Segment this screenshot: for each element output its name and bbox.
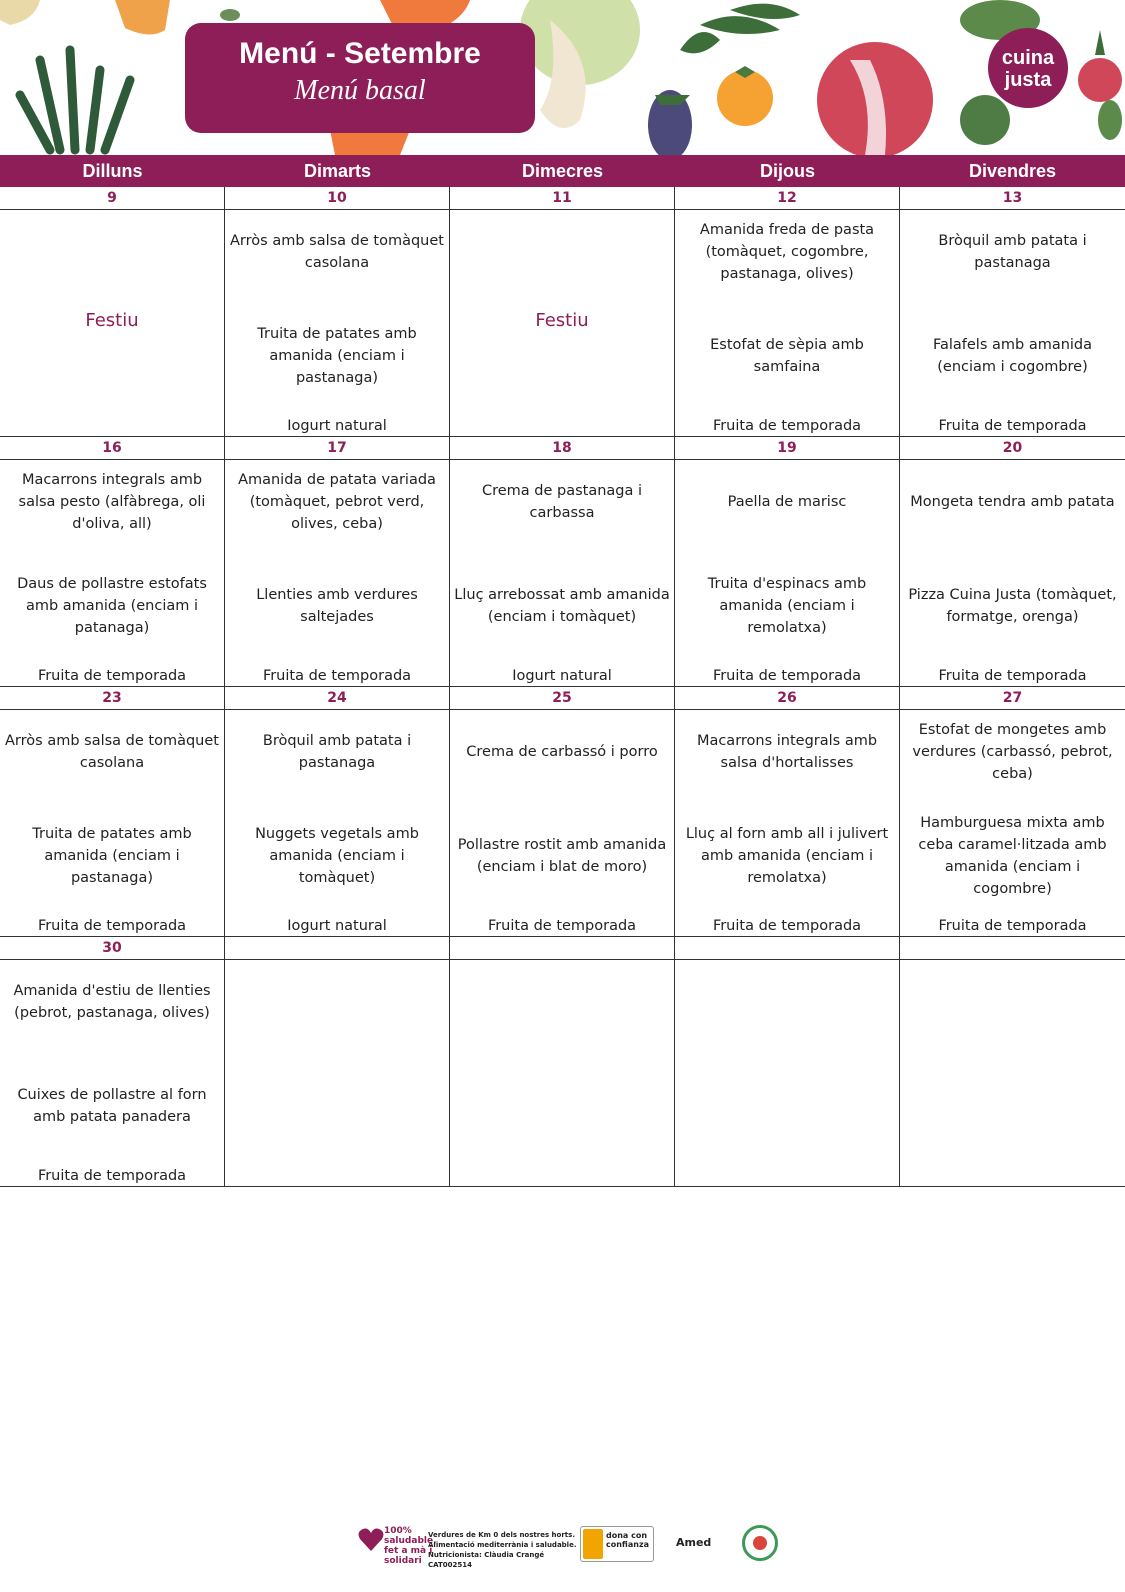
dessert: Fruita de temporada xyxy=(712,668,862,684)
weekday-header xyxy=(0,155,1125,189)
weekday-friday: Divendres xyxy=(968,161,1057,181)
logo-line-2: justa xyxy=(1004,69,1052,91)
page-title: Menú - Setembre xyxy=(239,37,481,70)
weekday-wednesday: Dimecres xyxy=(521,161,604,181)
first-course: Mongeta tendra amb patata xyxy=(910,494,1115,510)
first-course: Estofat de mongetes amb verdures (carbassó, pebrot, ceba) xyxy=(912,722,1113,782)
second-course: Llenties amb verdures saltejades xyxy=(256,587,418,625)
menu-cell xyxy=(450,710,675,936)
menu-cell xyxy=(900,460,1125,686)
date-number: 17 xyxy=(225,437,450,459)
second-course: Estofat de sèpia amb samfaina xyxy=(710,337,864,375)
weekday-monday: Dilluns xyxy=(82,161,143,181)
week-row xyxy=(0,437,1125,687)
menu-row xyxy=(0,460,1125,687)
menu-cell xyxy=(900,960,1125,1186)
ong-confianza-logo xyxy=(580,1526,654,1562)
menu-cell xyxy=(225,710,450,936)
menu-cell xyxy=(0,460,225,686)
certification-seal-icon xyxy=(742,1525,778,1561)
footer-line-3: Nutricionista: Clàudia Crangé CAT002514 xyxy=(428,1551,545,1569)
date-number: 27 xyxy=(1002,690,1023,706)
first-course: Amanida d'estiu de llenties (pebrot, pastanaga, olives) xyxy=(13,983,211,1021)
second-course: Daus de pollastre estofats amb amanida (enciam i patanaga) xyxy=(17,576,207,636)
first-course: Bròquil amb patata i pastanaga xyxy=(938,233,1087,271)
dessert: Fruita de temporada xyxy=(712,918,862,934)
date-number: 16 xyxy=(0,437,225,459)
holiday-label: Festiu xyxy=(535,310,589,331)
dessert: Fruita de temporada xyxy=(37,668,187,684)
second-course: Pizza Cuina Justa (tomàquet, formatge, orenga) xyxy=(908,587,1117,625)
date-number xyxy=(450,937,675,959)
amed-logo: Amed xyxy=(676,1536,712,1549)
menu-cell xyxy=(900,710,1125,936)
menu-cell xyxy=(450,960,675,1186)
dessert: Iogurt natural xyxy=(287,418,387,434)
date-number: 13 xyxy=(1002,190,1023,206)
week-row xyxy=(0,687,1125,937)
date-number: 19 xyxy=(675,437,900,459)
menu-cell xyxy=(675,460,900,686)
date-number: 25 xyxy=(450,687,675,709)
logo-line-1: cuina xyxy=(1001,47,1055,69)
first-course: Macarrons integrals amb salsa pesto (alfàbrega, oli d'oliva, all) xyxy=(18,472,206,532)
second-course: Truita de patates amb amanida (enciam i pastanaga) xyxy=(32,826,192,886)
date-number: 26 xyxy=(675,687,900,709)
date-number: 24 xyxy=(225,687,450,709)
second-course: Falafels amb amanida (enciam i cogombre) xyxy=(932,337,1093,375)
menu-cell xyxy=(225,210,450,436)
menu-row xyxy=(0,960,1125,1187)
title-box xyxy=(185,23,535,133)
date-number: 23 xyxy=(0,687,225,709)
dessert: Fruita de temporada xyxy=(938,918,1087,934)
week-row xyxy=(0,937,1125,1187)
second-course: Truita d'espinacs amb amanida (enciam i remolatxa) xyxy=(707,576,867,636)
dessert: Fruita de temporada xyxy=(487,918,637,934)
ong-line-1: dona con xyxy=(606,1531,648,1540)
second-course: Pollastre rostit amb amanida (enciam i blat de moro) xyxy=(457,837,667,875)
healthy-badge: 100% saludable, fet a mà i solidari xyxy=(384,1526,437,1566)
date-number: 20 xyxy=(1002,440,1023,456)
date-row xyxy=(0,937,1125,960)
dessert: Fruita de temporada xyxy=(938,668,1087,684)
dessert: Iogurt natural xyxy=(512,668,612,684)
first-course: Crema de pastanaga i carbassa xyxy=(481,483,643,521)
second-course: Lluç arrebossat amb amanida (enciam i tomàquet) xyxy=(454,587,670,625)
first-course: Crema de carbassó i porro xyxy=(466,744,658,760)
menu-cell xyxy=(0,710,225,936)
heart-icon xyxy=(358,1528,384,1552)
date-number: 11 xyxy=(450,187,675,209)
weekday-thursday: Dijous xyxy=(759,161,815,181)
date-number: 10 xyxy=(225,187,450,209)
first-course: Amanida de patata variada (tomàquet, pebrot verd, olives, ceba) xyxy=(238,472,436,532)
date-number: 9 xyxy=(0,187,225,209)
dessert: Fruita de temporada xyxy=(37,918,187,934)
ong-line-2: confianza xyxy=(606,1540,650,1549)
footer-line-1: Verdures de Km 0 dels nostres horts. xyxy=(428,1531,575,1539)
first-course: Macarrons integrals amb salsa d'hortalisses xyxy=(696,733,878,771)
holiday-label: Festiu xyxy=(85,310,139,331)
dessert: Fruita de temporada xyxy=(262,668,412,684)
second-course: Lluç al forn amb all i julivert amb amanida (enciam i remolatxa) xyxy=(685,826,889,886)
date-number xyxy=(675,937,900,959)
menu-cell xyxy=(900,210,1125,436)
page-subtitle: Menú basal xyxy=(294,75,426,106)
first-course: Bròquil amb patata i pastanaga xyxy=(262,733,412,771)
cuina-justa-logo xyxy=(988,28,1068,108)
second-course: Nuggets vegetals amb amanida (enciam i tomàquet) xyxy=(255,826,419,886)
menu-cell xyxy=(0,210,225,436)
dessert: Iogurt natural xyxy=(287,918,387,934)
menu-cell xyxy=(0,960,225,1186)
date-number xyxy=(225,937,450,959)
date-number: 12 xyxy=(675,187,900,209)
date-number: 18 xyxy=(450,437,675,459)
second-course: Hamburguesa mixta amb ceba caramel·litzada amb amanida (enciam i cogombre) xyxy=(918,815,1107,897)
menu-cell xyxy=(450,210,675,436)
menu-cell xyxy=(450,460,675,686)
footer-line-2: Alimentació mediterrània i saludable. xyxy=(428,1541,577,1549)
menu-cell xyxy=(225,960,450,1186)
date-number: 30 xyxy=(0,937,225,959)
vegetable-illustration xyxy=(0,0,1125,155)
footer-description xyxy=(428,1530,578,1570)
second-course: Truita de patates amb amanida (enciam i pastanaga) xyxy=(257,326,417,386)
week-row xyxy=(0,187,1125,437)
date-row xyxy=(0,437,1125,460)
menu-row xyxy=(0,210,1125,437)
menu-row xyxy=(0,710,1125,937)
footer-logos xyxy=(350,1520,800,1570)
header-banner xyxy=(0,0,1125,155)
second-course: Cuixes de pollastre al forn amb patata panadera xyxy=(17,1087,207,1125)
menu-cell xyxy=(675,710,900,936)
dessert: Fruita de temporada xyxy=(938,418,1087,434)
date-number xyxy=(900,937,1125,959)
menu-cell xyxy=(675,210,900,436)
weekday-tuesday: Dimarts xyxy=(303,161,372,181)
first-course: Amanida freda de pasta (tomàquet, cogombre, pastanaga, olives) xyxy=(699,222,875,282)
menu-cell xyxy=(225,460,450,686)
date-row xyxy=(0,687,1125,710)
first-course: Paella de marisc xyxy=(727,494,847,510)
menu-grid xyxy=(0,187,1125,1187)
dessert: Fruita de temporada xyxy=(37,1168,187,1184)
date-row xyxy=(0,187,1125,210)
dessert: Fruita de temporada xyxy=(712,418,862,434)
first-course: Arròs amb salsa de tomàquet casolana xyxy=(5,733,219,771)
menu-cell xyxy=(675,960,900,1186)
first-course: Arròs amb salsa de tomàquet casolana xyxy=(230,233,444,271)
ong-badge-icon xyxy=(583,1529,603,1559)
